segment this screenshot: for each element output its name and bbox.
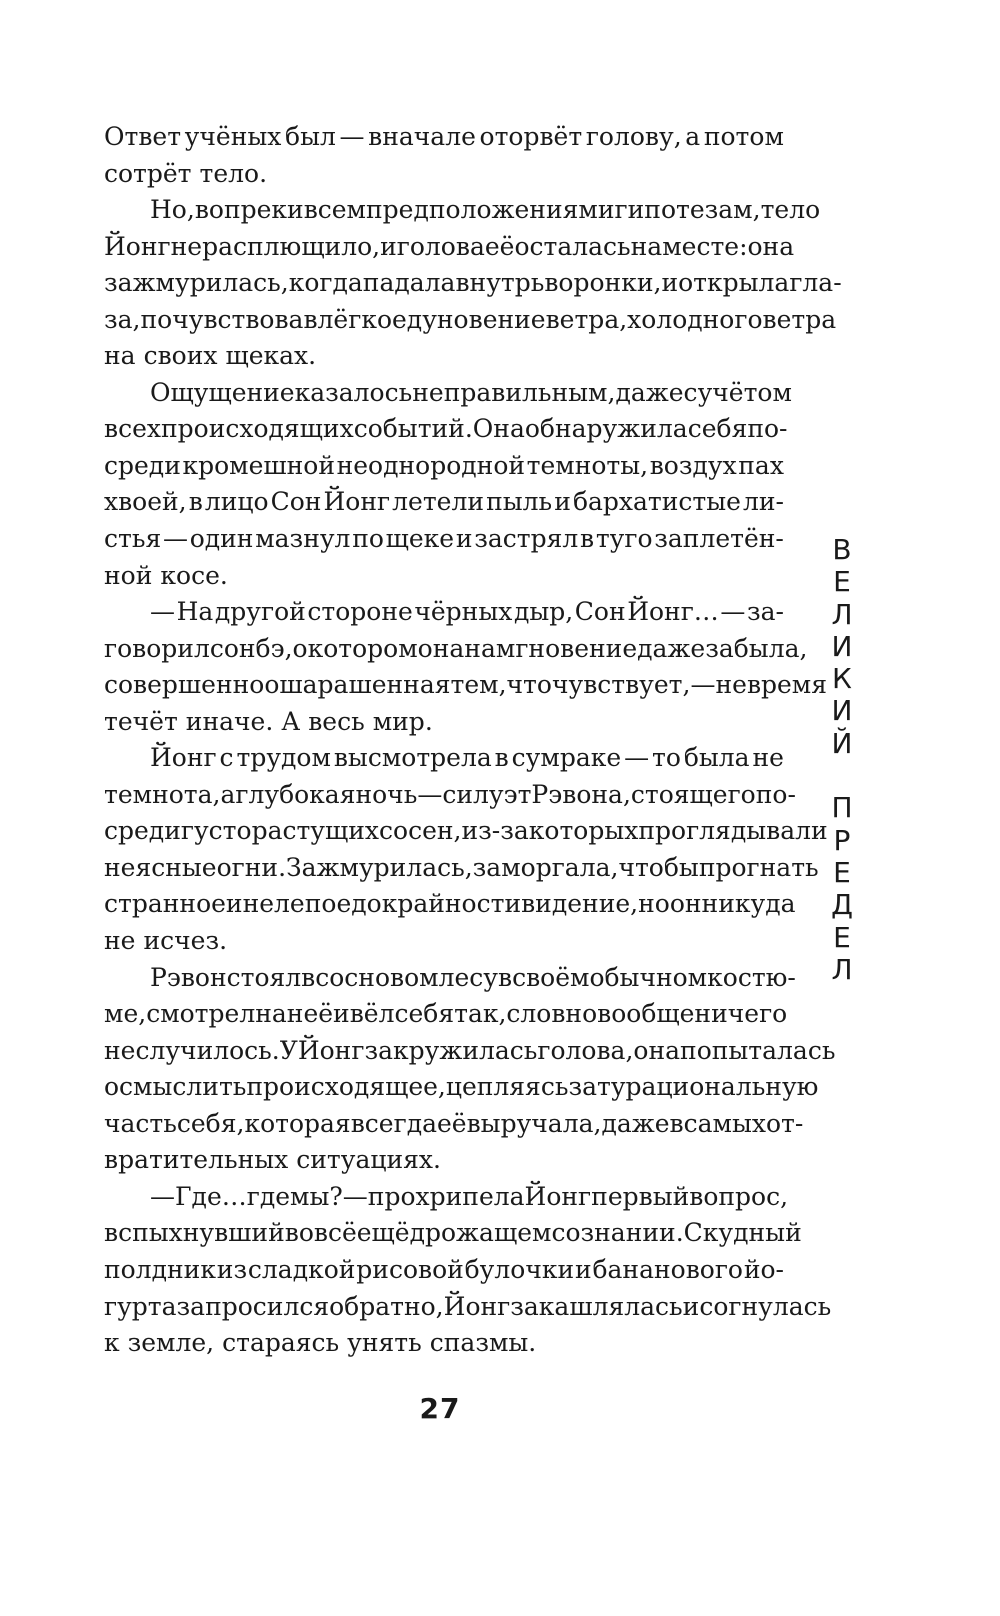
text-line: часть себя, которая всегда её выручала, даже в самых от- — [104, 1108, 804, 1138]
text-line: стья — один мазнул по щеке и застрял в туго заплетён- — [104, 524, 784, 554]
running-title: В Е Л И К И Й П Р Е Д Е Л — [831, 533, 853, 986]
text-line: гурта запросился обратно, Йонг закашлялась и согнулась — [104, 1291, 832, 1321]
text-line: Ответ учёных был — вначале оторвёт голову, а потом — [104, 122, 784, 151]
text-line: Йонг с трудом высмотрела в сумраке — то была не — [150, 743, 784, 773]
text-line: не исчез. — [104, 926, 228, 956]
text-line: говорил сонбэ, о котором она на мгновение даже забыла, — [104, 633, 808, 663]
text-line: ме, смотрел на неё и вёл себя так, словно вообще ничего — [104, 999, 788, 1029]
text-line: — На другой стороне чёрных дыр, Сон Йонг… — за- — [150, 597, 784, 627]
text-line: течёт иначе. А весь мир. — [104, 706, 433, 736]
text-line: Йонг не расплющило, и голова её осталась на месте: она — [104, 231, 795, 261]
text-line: к земле, стараясь унять спазмы. — [104, 1328, 537, 1358]
text-line: среди кромешной неоднородной темноты, воздух пах — [104, 450, 784, 480]
text-line: всех происходящих событий. Она обнаружила себя по- — [104, 414, 788, 444]
text-line: вспыхнувший во всё ещё дрожащем сознании. Скудный — [104, 1218, 802, 1248]
text-line: — Где… где мы? — прохрипела Йонг первый вопрос, — [150, 1181, 789, 1211]
text-line: хвоей, в лицо Сон Йонг летели пыль и бархатистые ли- — [104, 487, 784, 517]
text-line: Рэвон стоял в сосновом лесу в своём обычном костю- — [150, 962, 796, 992]
text-line: на своих щеках. — [104, 341, 317, 371]
text-line: вратительных ситуациях. — [104, 1145, 441, 1175]
text-line: за, почувствовав лёгкое дуновение ветра, холодного ветра — [104, 304, 837, 334]
text-line: совершенно ошарашенная тем, что чувствует, — не время — [104, 670, 828, 700]
text-line: неясные огни. Зажмурилась, заморгала, чтобы прогнать — [104, 852, 819, 882]
text-line: Но, вопреки всем предположениям и гипотезам, тело — [150, 195, 821, 225]
text-line: Ощущение казалось неправильным, даже с учётом — [150, 377, 792, 407]
text-line: осмыслить происходящее, цепляясь за ту рациональную — [104, 1072, 819, 1102]
text-line: ной косе. — [104, 560, 228, 590]
text-line: полдник из сладкой рисовой булочки и бананового йо- — [104, 1254, 784, 1284]
text-line: темнота, а глубокая ночь — силуэт Рэвона, стоящего по- — [104, 779, 796, 809]
text-line: среди густо растущих сосен, из-за которых проглядывали — [104, 816, 828, 846]
text-line: не случилось. У Йонг закружилась голова, она попыталась — [104, 1035, 836, 1065]
text-line: зажмурилась, когда падала внутрь воронки, и открыла гла- — [104, 268, 842, 298]
text-line: сотрёт тело. — [104, 158, 268, 188]
text-line: странное и нелепое до крайности видение, но он никуда — [104, 889, 796, 919]
page-number: 27 — [419, 1392, 461, 1425]
